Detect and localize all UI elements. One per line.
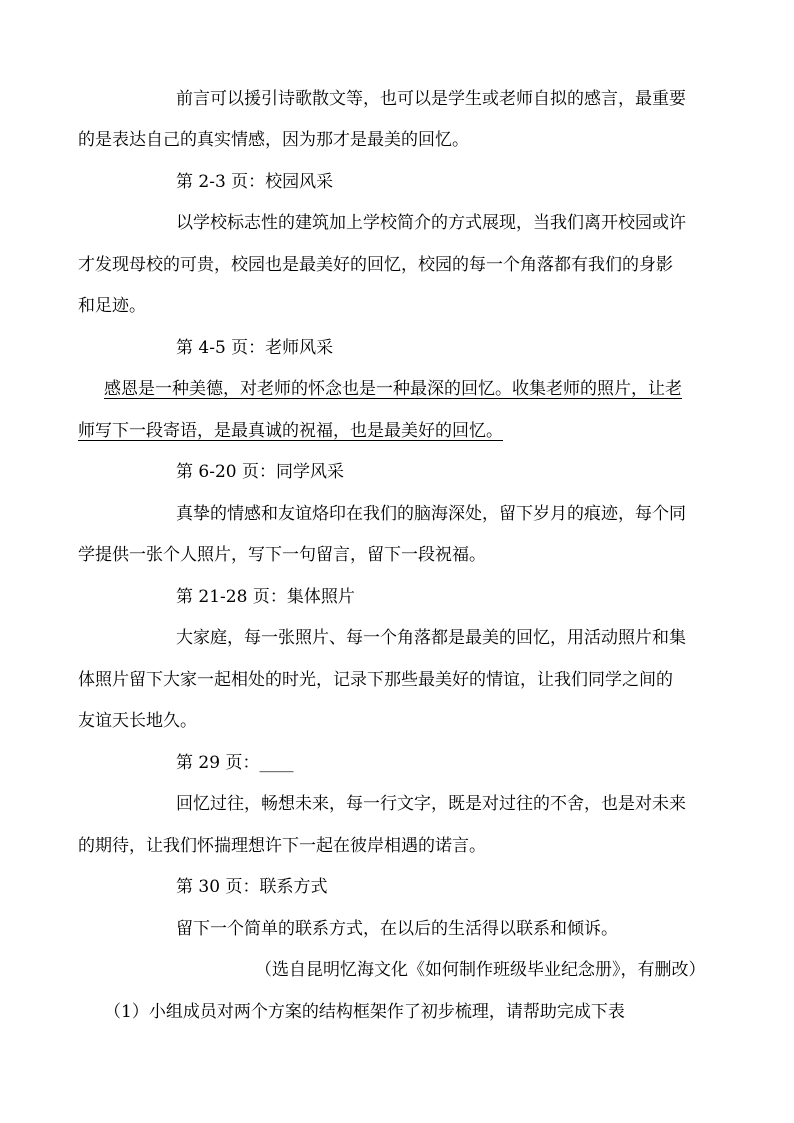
source-citation: （选自昆明忆海文化《如何制作班级毕业纪念册》，有删改） (255, 960, 706, 980)
section-heading-classmates: 第 6-20 页：同学风采 (176, 462, 344, 482)
campus-paragraph-line-1: 以学校标志性的建筑加上学校简介的方式展现，当我们离开校园或许 (176, 213, 686, 233)
page-29-paragraph-line-1: 回忆过往，畅想未来，每一行文字，既是对过往的不舍，也是对未来 (176, 794, 686, 814)
group-photos-paragraph-line-3: 友谊天长地久。 (78, 711, 197, 731)
teachers-paragraph-line-1: 感恩是一种美德，对老师的怀念也是一种最深的回忆。收集老师的照片，让老 (104, 379, 682, 399)
classmates-paragraph-line-1: 真挚的情感和友谊烙印在我们的脑海深处，留下岁月的痕迹，每个同 (176, 504, 686, 524)
group-photos-paragraph-line-2: 体照片留下大家一起相处的时光，记录下那些最美好的情谊，让我们同学之间的 (78, 670, 673, 690)
preface-paragraph-line-2: 的是表达自己的真实情感，因为那才是最美的回忆。 (78, 130, 469, 150)
page-29-paragraph-line-2: 的期待，让我们怀揣理想许下一起在彼岸相遇的诺言。 (78, 836, 486, 856)
teachers-paragraph-line-2: 师写下一段寄语，是最真诚的祝福，也是最美好的回忆。 (78, 421, 503, 441)
contact-paragraph-line-1: 留下一个简单的联系方式，在以后的生活得以联系和倾诉。 (176, 919, 618, 939)
section-heading-group-photos: 第 21-28 页：集体照片 (176, 587, 355, 607)
section-heading-campus: 第 2-3 页：校园风采 (176, 172, 334, 192)
preface-paragraph-line-1: 前言可以援引诗歌散文等，也可以是学生或老师自拟的感言，最重要 (176, 89, 686, 109)
campus-paragraph-line-2: 才发现母校的可贵，校园也是最美好的回忆，校园的每一个角落都有我们的身影 (78, 255, 673, 275)
classmates-paragraph-line-2: 学提供一张个人照片，写下一句留言，留下一段祝福。 (78, 545, 486, 565)
question-1-prompt: （1）小组成员对两个方案的结构框架作了初步梳理，请帮助完成下表 (104, 1002, 625, 1022)
section-heading-teachers: 第 4-5 页：老师风采 (176, 338, 334, 358)
group-photos-paragraph-line-1: 大家庭，每一张照片、每一个角落都是最美的回忆，用活动照片和集 (176, 628, 686, 648)
section-heading-page-29: 第 29 页：____ (176, 753, 294, 773)
campus-paragraph-line-3: 和足迹。 (78, 296, 146, 316)
section-heading-contact: 第 30 页：联系方式 (176, 877, 328, 897)
